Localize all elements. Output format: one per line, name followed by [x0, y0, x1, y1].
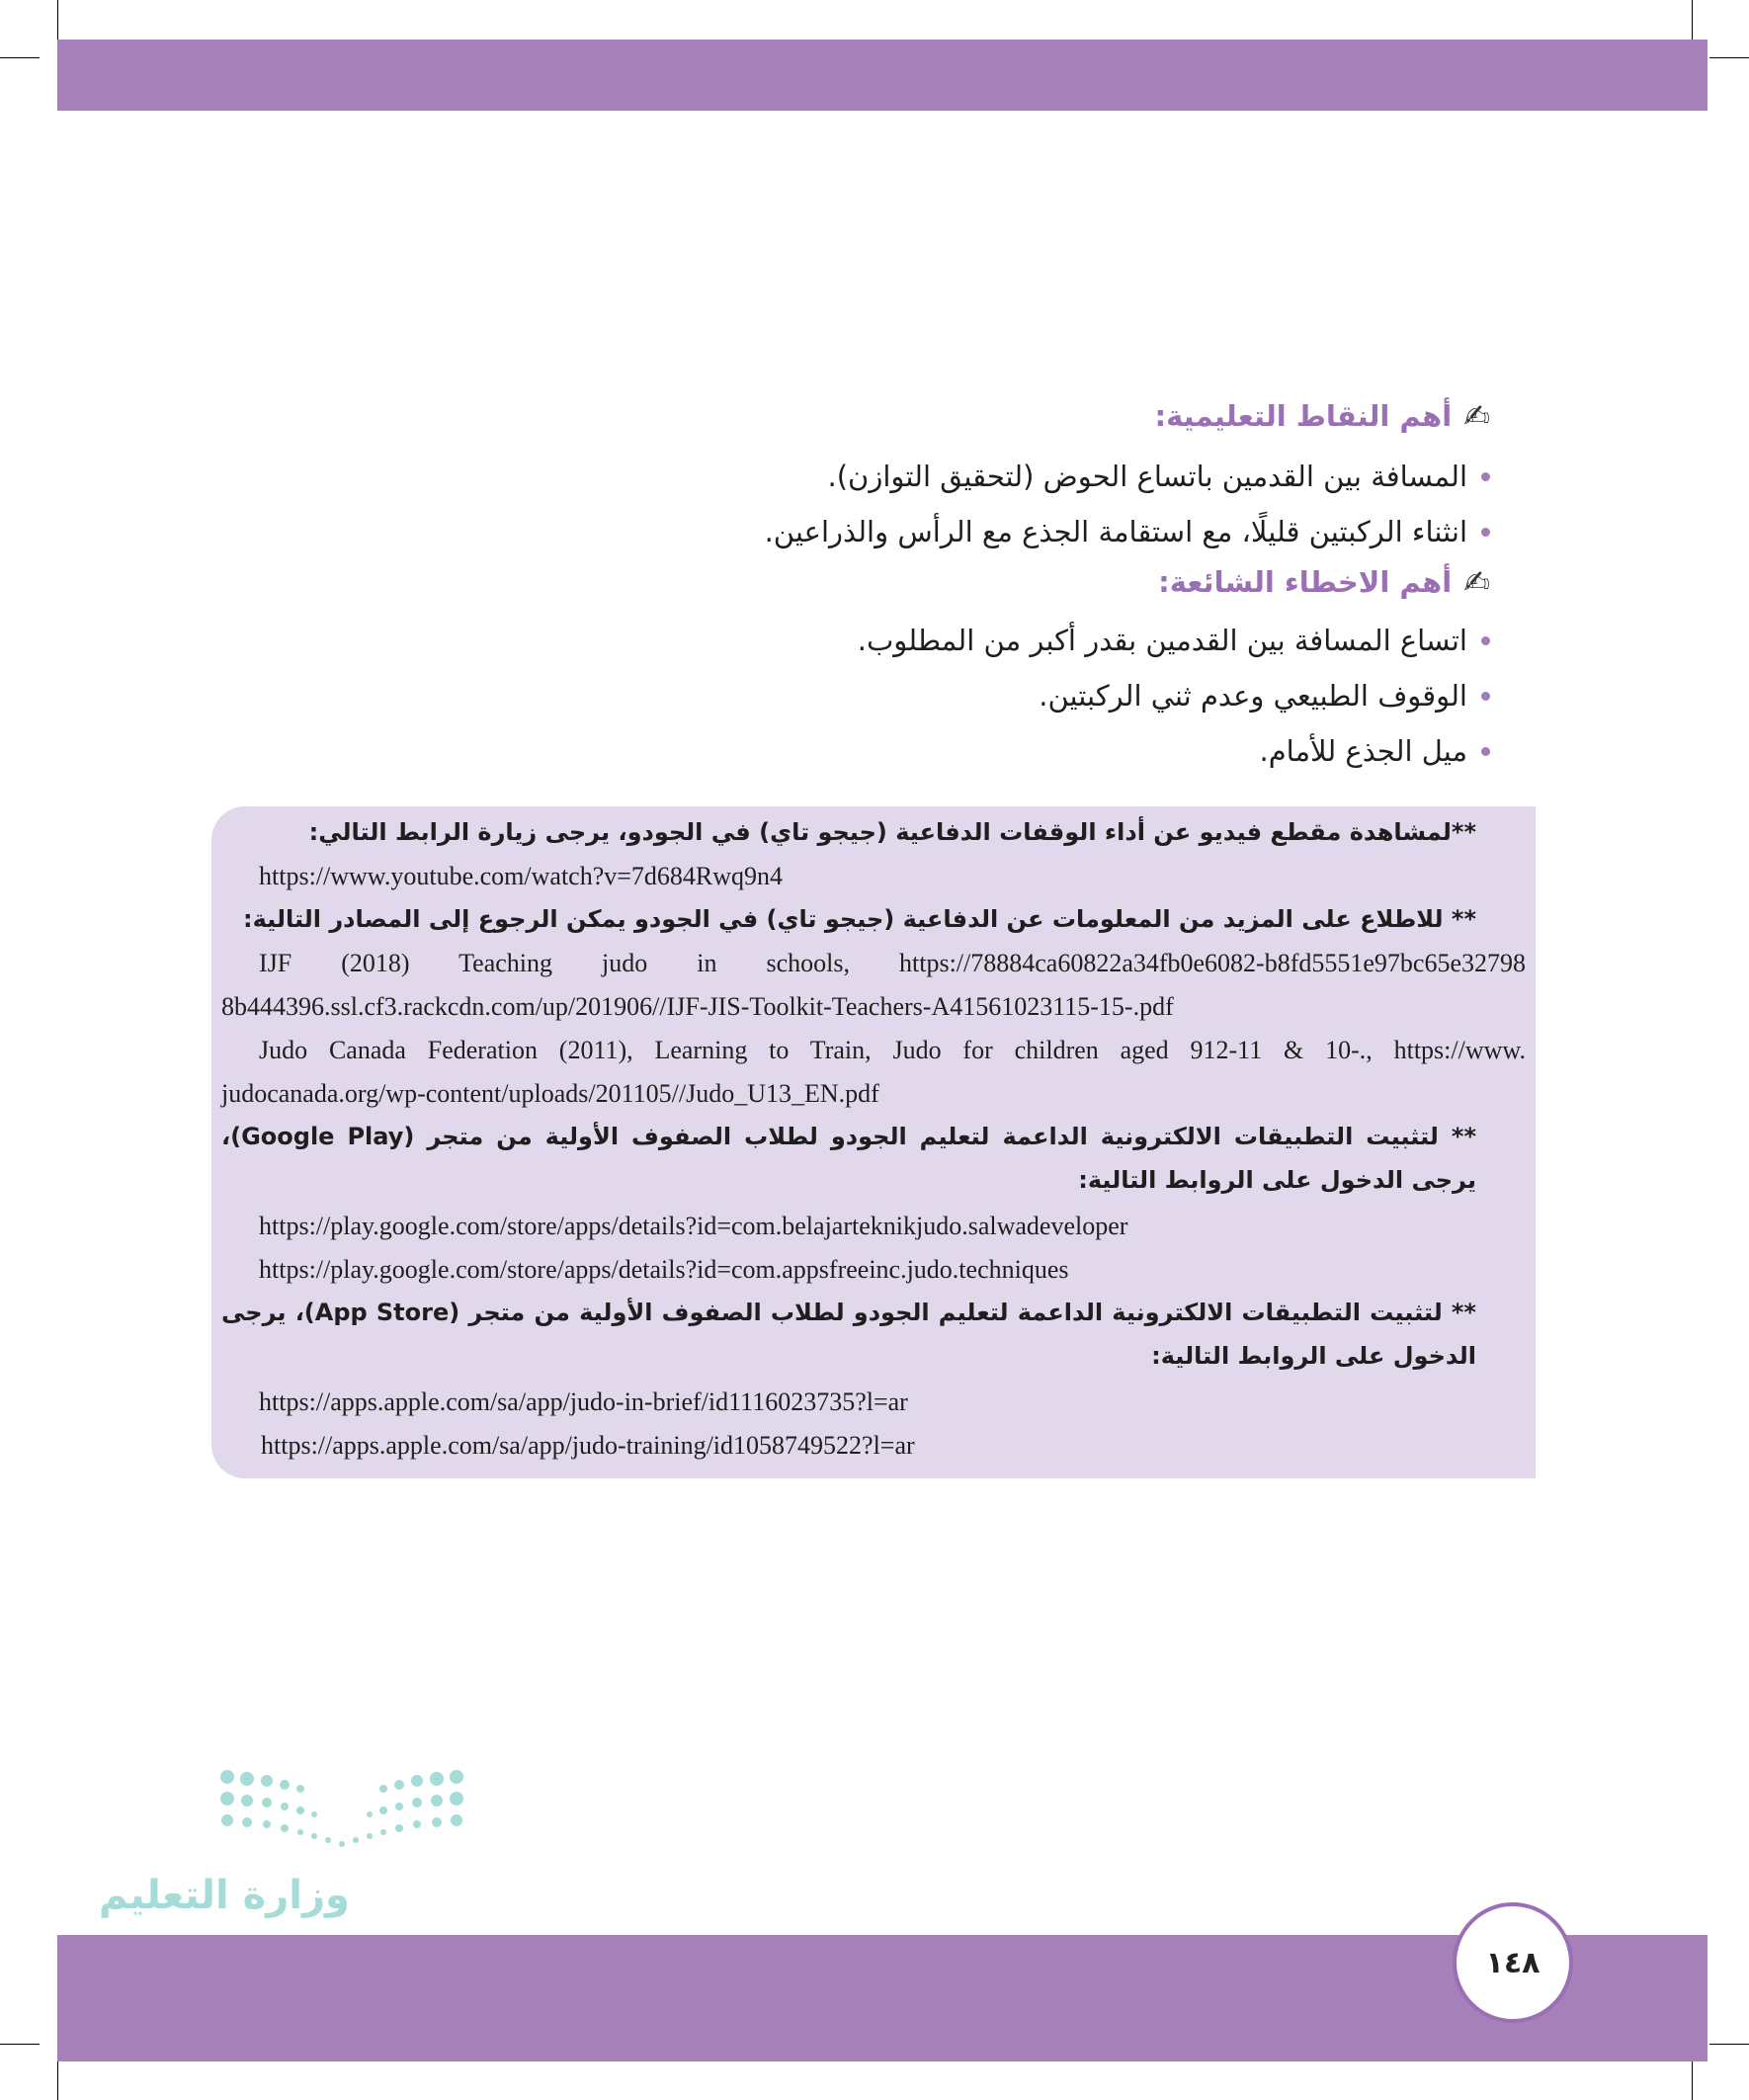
bullet-icon — [1481, 528, 1490, 537]
crop-mark — [57, 2061, 58, 2100]
more-info-note: ** للاطلاع على المزيد من المعلومات عن الدفاعية (جيجو تاي) في الجودو يمكن الرجوع إلى المصادر التالية: — [243, 905, 1476, 933]
list-item: ميل الجذع للأمام. — [858, 723, 1490, 779]
app-store-link-1[interactable]: https://apps.apple.com/sa/app/judo-in-brief/id1116023735?l=ar — [259, 1387, 908, 1416]
page-number: ١٤٨ — [1453, 1902, 1573, 2023]
common-errors-heading: ✍ أهم الاخطاء الشائعة: — [1158, 563, 1490, 601]
ministry-logo-text: وزارة التعليم — [99, 1873, 350, 1918]
common-errors-list — [858, 613, 1490, 779]
crop-mark — [0, 2044, 40, 2045]
bullet-icon — [1481, 692, 1490, 701]
teaching-points-list — [765, 449, 1490, 559]
references-box — [211, 806, 1536, 1478]
pencil-icon: ✍ — [1463, 563, 1490, 601]
teaching-points-heading: ✍ أهم النقاط التعليمية: — [1154, 397, 1490, 435]
google-play-link-2[interactable]: https://play.google.com/store/apps/details?id=com.appsfreeinc.judo.techniques — [259, 1255, 1069, 1284]
bullet-icon — [1481, 747, 1490, 756]
crop-mark — [0, 57, 40, 58]
list-item: الوقوف الطبيعي وعدم ثني الركبتين. — [858, 668, 1490, 723]
top-band — [57, 40, 1707, 111]
pencil-icon: ✍ — [1463, 397, 1490, 435]
crop-mark — [1692, 2061, 1693, 2100]
ijf-reference[interactable]: IJF (2018) Teaching judo in schools, https://78884ca60822a34fb0e6082-b8fd5551e97bc65e32798 — [259, 949, 1526, 977]
bullet-icon — [1481, 472, 1490, 481]
crop-mark — [1692, 0, 1693, 40]
jcf-reference-cont[interactable]: judocanada.org/wp-content/uploads/201105//Judo_U13_EN.pdf — [221, 1079, 879, 1108]
google-play-note: ** لتثبيت التطبيقات الالكترونية الداعمة لتعليم الجودو لطلاب الصفوف الأولية من متجر (Google Play)، يرجى الدخول على الروابط التالية: — [221, 1123, 1476, 1194]
logo-dots-icon — [220, 1770, 463, 1847]
crop-mark — [1709, 2044, 1749, 2045]
list-item: المسافة بين القدمين باتساع الحوض (لتحقيق التوازن). — [765, 449, 1490, 504]
crop-mark — [57, 0, 58, 40]
google-play-link-1[interactable]: https://play.google.com/store/apps/details?id=com.belajarteknikjudo.salwadeveloper — [259, 1212, 1128, 1240]
app-store-link-2[interactable]: https://apps.apple.com/sa/app/judo-training/id1058749522?l=ar — [261, 1431, 915, 1460]
ijf-reference-cont[interactable]: 8b444396.ssl.cf3.rackcdn.com/up/201906//IJF-JIS-Toolkit-Teachers-A41561023115-15-.pdf — [221, 992, 1174, 1021]
list-item: اتساع المسافة بين القدمين بقدر أكبر من المطلوب. — [858, 613, 1490, 668]
bullet-icon — [1481, 636, 1490, 645]
video-note: **لمشاهدة مقطع فيديو عن أداء الوقفات الدفاعية (جيجو تاي) في الجودو، يرجى زيارة الرابط التالي: — [308, 818, 1476, 846]
video-link[interactable]: https://www.youtube.com/watch?v=7d684Rwq9n4 — [259, 862, 784, 890]
crop-mark — [1709, 57, 1749, 58]
jcf-reference[interactable]: Judo Canada Federation (2011), Learning to Train, Judo for children aged 912-11 & 10-., https://www. — [259, 1036, 1526, 1064]
app-store-note: ** لتثبيت التطبيقات الالكترونية الداعمة لتعليم الجودو لطلاب الصفوف الأولية من متجر (App Store)، يرجى الدخول على الروابط التالية: — [221, 1299, 1476, 1370]
list-item: انثناء الركبتين قليلًا، مع استقامة الجذع مع الرأس والذراعين. — [765, 504, 1490, 559]
